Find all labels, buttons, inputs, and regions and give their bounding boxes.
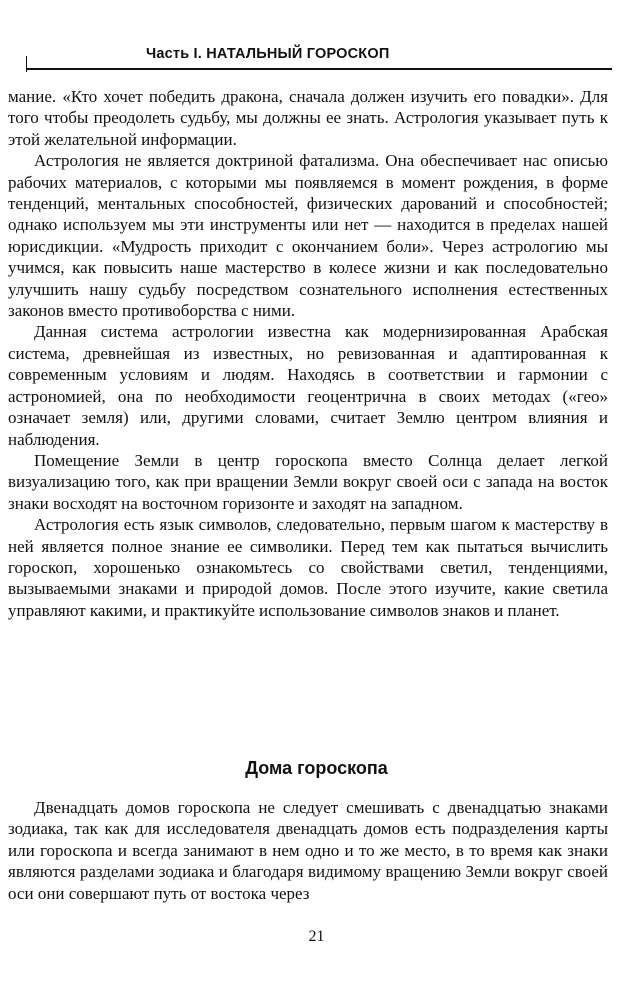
- paragraph-fatalism: Астрология не является доктриной фатализма. Она обеспечивает нас описью рабочих материалов, с которыми мы появляемся в момент рождения, в форме тенденций, ментальных способностей, физических дарований и способностей; однако используем мы эти инструменты или нет — находится в пределах нашей юрисдикции. «Мудрость приходит с окончанием боли». Через астрологию мы учимся, как повысить наше мастерство в колесе жизни и как последовательно улучшить нашу судьбу посредством сознательного исполнения естественных законов вместо противоборства с ними.: [8, 151, 608, 321]
- page-number: 21: [308, 928, 325, 945]
- section-heading: Дома гороскопа: [245, 758, 388, 778]
- paragraph-arabic-system: Данная система астрологии известна как модернизированная Арабская система, древнейшая из известных, но ревизованная и адаптированная к современным условиям и людям. Находясь в соответствии и гармонии с астрономией, она по необходимости геоцентрична в своих методах («гео» означает земля) или, другими словами, считает Землю центром влияния и наблюдения.: [8, 322, 608, 449]
- paragraph-symbols: Астрология есть язык символов, следовательно, первым шагом к мастерству в ней является полное знание ее символики. Перед тем как пытаться вычислить гороскоп, хорошенько ознакомьтесь со свойствами светил, тенденциями, вызываемыми знаками и природой домов. После этого изучите, какие светила управляют какими, и практикуйте использование символов знаков и планет.: [8, 515, 608, 620]
- paragraph-earth-center: Помещение Земли в центр гороскопа вместо Солнца делает легкой визуализацию того, как при вращении Земли вокруг своей оси с запада на восток знаки восходят на восточном горизонте и заходят на западном.: [8, 450, 608, 513]
- body-text: [8, 86, 608, 621]
- running-header: [26, 40, 612, 70]
- left-margin-rule: [26, 56, 27, 72]
- running-title: Часть I. НАТАЛЬНЫЙ ГОРОСКОП: [146, 46, 390, 62]
- section-body: [8, 797, 608, 904]
- paragraph-houses: Двенадцать домов гороскопа не следует смешивать с двенадцатью знаками зодиака, так как для исследователя двенадцать домов есть подразделения карты или гороскопа и всегда занимают в нем одно и то же место, в то время как знаки являются разделами зодиака и благодаря видимому вращению Земли вокруг своей оси они совершают путь от востока через: [8, 798, 608, 903]
- paragraph-continuation: мание. «Кто хочет победить дракона, сначала должен изучить его повадки». Для того чтобы преодолеть судьбу, мы должны ее знать. Астрология указывает путь к этой желательной информации.: [8, 87, 608, 149]
